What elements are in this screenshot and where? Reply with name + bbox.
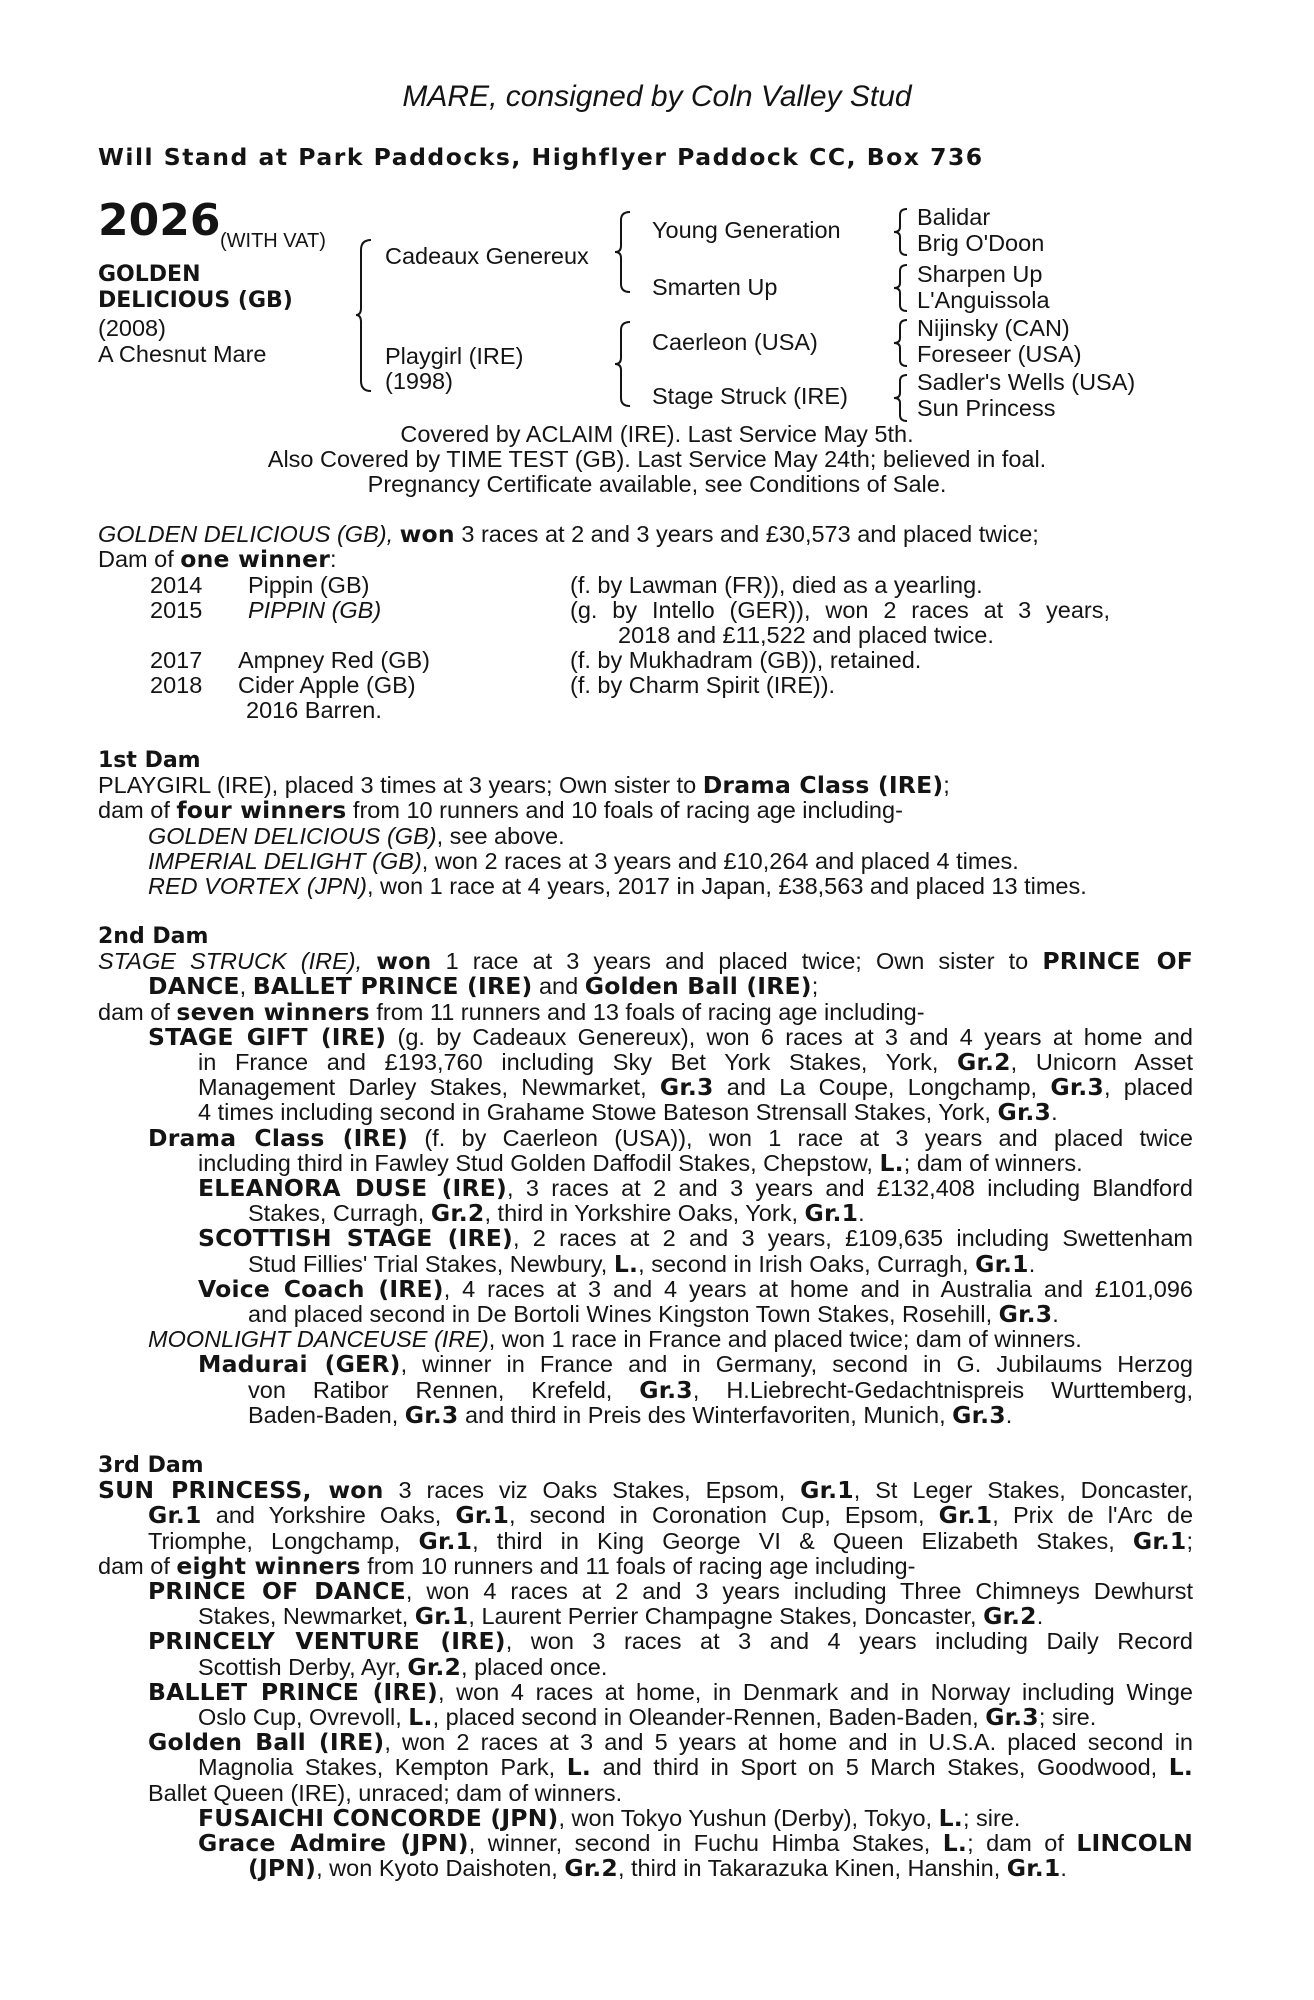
voice-coach-line-2: and placed second in De Bortoli Wines Kingston Town Stakes, Rosehill, Gr.3.: [248, 1300, 1059, 1329]
stage-gift-line-4: 4 times including second in Grahame Stowe Bateson Strensall Stakes, York, Gr.3.: [198, 1098, 1058, 1127]
produce-year-2015: 2015: [150, 597, 203, 623]
second-dam-line-3: dam of seven winners from 11 runners and 13 foals of racing age including-: [98, 997, 925, 1026]
vat-note: (WITH VAT): [220, 230, 326, 252]
drama-class-line-2: including third in Fawley Stud Golden Daffodil Stakes, Chepstow, L.; dam of winners.: [198, 1148, 1083, 1177]
pedigree-dam-year: (1998): [385, 368, 453, 394]
first-dam-heading: 1st Dam: [98, 748, 201, 773]
produce-year-2018: 2018: [150, 672, 203, 698]
produce-name-2014: Pippin (GB): [248, 572, 370, 598]
madurai-line-3: Baden-Baden, Gr.3 and third in Preis des Winterfavoriten, Munich, Gr.3.: [248, 1400, 1013, 1429]
sun-princess-line-2: Gr.1 and Yorkshire Oaks, Gr.1, second in Coronation Cup, Epsom, Gr.1, Prix de l'Arc de: [148, 1501, 1194, 1530]
produce-detail-2017: (f. by Mukhadram (GB)), retained.: [570, 647, 922, 673]
foaling-year: (2008): [98, 315, 166, 341]
prince-of-dance-line-2: Stakes, Newmarket, Gr.1, Laurent Perrier Champagne Stakes, Doncaster, Gr.2.: [198, 1602, 1044, 1631]
grace-admire-line-2: (JPN), won Kyoto Daishoten, Gr.2, third in Takarazuka Kinen, Hanshin, Gr.1.: [248, 1854, 1067, 1883]
horse-description: A Chesnut Mare: [98, 341, 267, 367]
third-dam-section: [98, 1453, 1193, 1881]
third-dam-heading: 3rd Dam: [98, 1453, 204, 1478]
pedigree-brace-sire: [614, 210, 634, 295]
drama-class-line-1: Drama Class (IRE) (f. by Caerleon (USA)), won 1 race at 3 years and placed twice: [148, 1123, 1194, 1152]
pedigree-sire: Cadeaux Genereux: [385, 243, 589, 269]
cover-line-3: Pregnancy Certificate available, see Conditions of Sale.: [367, 471, 947, 497]
second-dam-heading: 2nd Dam: [98, 924, 209, 949]
produce-name-2017: Ampney Red (GB): [238, 647, 430, 673]
golden-ball-line-1: Golden Ball (IRE), won 2 races at 3 and 5 years at home and in U.S.A. placed second in: [148, 1728, 1193, 1757]
produce-year-2014: 2014: [150, 572, 203, 598]
grace-admire-line-1: Grace Admire (JPN), winner, second in Fuchu Himba Stakes, L.; dam of LINCOLN: [198, 1829, 1194, 1858]
lot-number: 2026: [98, 195, 221, 246]
cover-line-2: Also Covered by TIME TEST (GB). Last Service May 24th; believed in foal.: [267, 446, 1047, 472]
first-dam-section: [98, 748, 1193, 899]
pedigree-brace-ss: [893, 207, 911, 257]
fusaichi-concorde-line: FUSAICHI CONCORDE (JPN), won Tokyo Yushun (Derby), Tokyo, L.; sire.: [198, 1803, 1021, 1832]
second-dam-line-2: DANCE, BALLET PRINCE (IRE) and Golden Ball (IRE);: [148, 972, 819, 1001]
ballet-queen-line: Ballet Queen (IRE), unraced; dam of winners.: [148, 1779, 623, 1806]
cover-line-1: Covered by ACLAIM (IRE). Last Service May 5th.: [400, 421, 914, 447]
stage-gift-line-2: in France and £193,760 including Sky Bet York Stakes, York, Gr.2, Unicorn Asset: [198, 1048, 1193, 1077]
pedigree-dam-sire: Caerleon (USA): [652, 329, 818, 355]
pedigree-sdd: L'Anguissola: [917, 287, 1050, 313]
first-dam-line-3: GOLDEN DELICIOUS (GB), see above.: [148, 822, 565, 849]
golden-ball-line-2: Magnolia Stakes, Kempton Park, L. and third in Sport on 5 March Stakes, Goodwood, L.: [198, 1753, 1194, 1782]
eleanora-duse-line-2: Stakes, Curragh, Gr.2, third in Yorkshire Oaks, York, Gr.1.: [248, 1199, 865, 1228]
pedigree-brace-dd: [893, 373, 911, 423]
moonlight-danceuse-line: MOONLIGHT DANCEUSE (IRE), won 1 race in France and placed twice; dam of winners.: [148, 1326, 1082, 1353]
first-dam-line-5: RED VORTEX (JPN), won 1 race at 4 years, 2017 in Japan, £38,563 and placed 13 times.: [148, 873, 1087, 900]
prince-of-dance-line-1: PRINCE OF DANCE, won 4 races at 2 and 3 years including Three Chimneys Dewhurst: [148, 1577, 1193, 1606]
pedigree-sire-dam: Smarten Up: [652, 274, 778, 300]
produce-barren: 2016 Barren.: [246, 697, 382, 723]
second-dam-section: [98, 924, 1193, 1428]
ballet-prince-line-1: BALLET PRINCE (IRE), won 4 races at home, in Denmark and in Norway including Winge: [148, 1677, 1193, 1706]
produce-name-2018: Cider Apple (GB): [238, 672, 416, 698]
pedigree-sds: Sharpen Up: [917, 261, 1043, 287]
produce-name-2015: PIPPIN (GB): [248, 597, 382, 623]
mare-record: [98, 522, 1193, 572]
pedigree-ssd: Brig O'Doon: [917, 230, 1045, 256]
mare-line-2: Dam of one winner:: [98, 545, 337, 574]
sun-princess-line-3: Triomphe, Longchamp, Gr.1, third in King George VI & Queen Elizabeth Stakes, Gr.1;: [148, 1526, 1194, 1555]
produce-detail-2015-cont: 2018 and £11,522 and placed twice.: [618, 622, 994, 648]
madurai-line-1: Madurai (GER), winner in France and in Germany, second in G. Jubilaums Herzog: [198, 1350, 1194, 1379]
sun-princess-line-1: SUN PRINCESS, won 3 races viz Oaks Stakes, Epsom, Gr.1, St Leger Stakes, Doncaster,: [98, 1476, 1193, 1505]
pedigree-dsd: Foreseer (USA): [917, 341, 1082, 367]
pedigree-sire-sire: Young Generation: [652, 217, 841, 243]
produce-detail-2018: (f. by Charm Spirit (IRE)).: [570, 672, 836, 698]
ballet-prince-line-2: Oslo Cup, Ovrevoll, L., placed second in Oleander-Rennen, Baden-Baden, Gr.3; sire.: [198, 1703, 1097, 1732]
scottish-stage-line-2: Stud Fillies' Trial Stakes, Newbury, L., second in Irish Oaks, Curragh, Gr.1.: [248, 1249, 1036, 1278]
pedigree-sss: Balidar: [917, 204, 991, 230]
produce-detail-2015: (g. by Intello (GER)), won 2 races at 3 years,: [570, 597, 1110, 623]
pedigree-dds: Sadler's Wells (USA): [917, 369, 1136, 395]
second-dam-line-1: STAGE STRUCK (IRE), won 1 race at 3 years and placed twice; Own sister to PRINCE OF: [98, 947, 1194, 976]
pedigree-brace-sd: [893, 263, 911, 313]
pedigree-dam-dam: Stage Struck (IRE): [652, 383, 848, 409]
page-title: MARE, consigned by Coln Valley Stud: [402, 80, 912, 113]
pedigree-brace-dam: [614, 320, 634, 410]
pedigree-dss: Nijinsky (CAN): [917, 315, 1070, 341]
pedigree-brace-ds: [893, 318, 911, 368]
pedigree-ddd: Sun Princess: [917, 395, 1056, 421]
princely-venture-line-1: PRINCELY VENTURE (IRE), won 3 races at 3 and 4 years including Daily Record: [148, 1627, 1194, 1656]
stage-gift-line-3: Management Darley Stakes, Newmarket, Gr.3 and La Coupe, Longchamp, Gr.3, placed: [198, 1073, 1194, 1102]
horse-name-line1: GOLDEN: [98, 262, 201, 287]
stand-location: Will Stand at Park Paddocks, Highflyer Paddock CC, Box 736: [98, 143, 984, 171]
voice-coach-line-1: Voice Coach (IRE), 4 races at 3 and 4 years at home and in Australia and £101,096: [198, 1274, 1193, 1303]
first-dam-line-2: dam of four winners from 10 runners and 10 foals of racing age including-: [98, 796, 903, 825]
horse-name-line2: DELICIOUS (GB): [98, 288, 293, 313]
produce-detail-2014: (f. by Lawman (FR)), died as a yearling.: [570, 572, 983, 598]
mare-line-1: GOLDEN DELICIOUS (GB), won 3 races at 2 and 3 years and £30,573 and placed twice;: [98, 520, 1039, 548]
madurai-line-2: von Ratibor Rennen, Krefeld, Gr.3, H.Liebrecht-Gedachtnispreis Wurttemberg,: [248, 1375, 1193, 1404]
pedigree-brace-main: [355, 238, 375, 393]
third-dam-line-4: dam of eight winners from 10 runners and 11 foals of racing age including-: [98, 1551, 916, 1580]
scottish-stage-line-1: SCOTTISH STAGE (IRE), 2 races at 2 and 3 years, £109,635 including Swettenham: [198, 1224, 1193, 1253]
first-dam-line-1: PLAYGIRL (IRE), placed 3 times at 3 years; Own sister to Drama Class (IRE);: [98, 771, 950, 800]
pedigree-dam: Playgirl (IRE): [385, 343, 524, 369]
first-dam-line-4: IMPERIAL DELIGHT (GB), won 2 races at 3 years and £10,264 and placed 4 times.: [148, 847, 1019, 874]
stage-gift-line-1: STAGE GIFT (IRE) (g. by Cadeaux Genereux), won 6 races at 3 and 4 years at home and: [148, 1022, 1193, 1051]
eleanora-duse-line-1: ELEANORA DUSE (IRE), 3 races at 2 and 3 years and £132,408 including Blandford: [198, 1174, 1193, 1203]
produce-year-2017: 2017: [150, 647, 203, 673]
princely-venture-line-2: Scottish Derby, Ayr, Gr.2, placed once.: [198, 1652, 608, 1681]
